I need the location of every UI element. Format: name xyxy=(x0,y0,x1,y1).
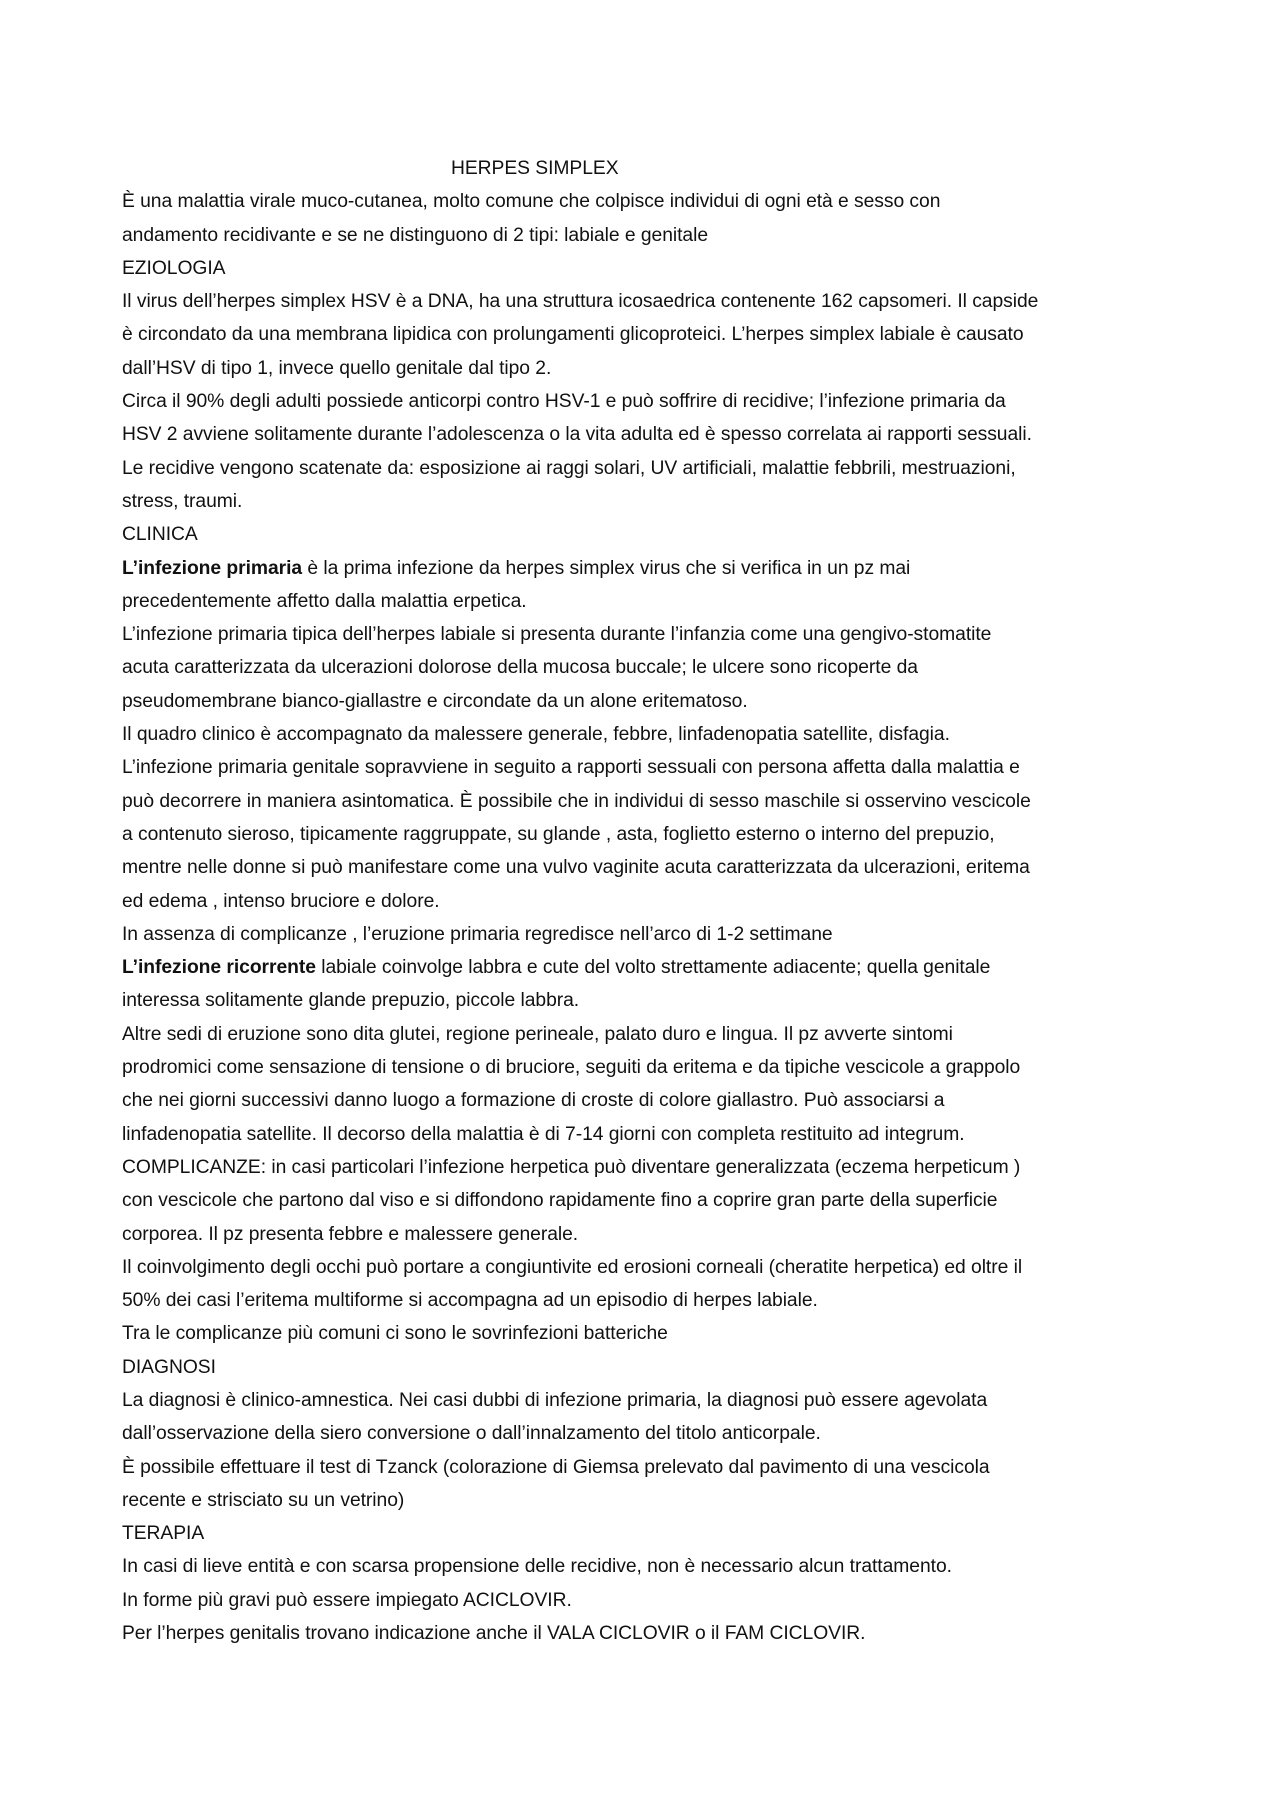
text-line: può decorrere in maniera asintomatica. È possibile che in individui di sesso maschile si osservino vescicole xyxy=(122,790,1031,812)
text-line: è circondato da una membrana lipidica con prolungamenti glicoproteici. L’herpes simplex labiale è causato xyxy=(122,324,1024,346)
text-line: a contenuto sieroso, tipicamente raggruppate, su glande , asta, foglietto esterno o interno del prepuzio, xyxy=(122,823,995,845)
document-title-text: HERPES SIMPLEX xyxy=(451,158,619,179)
recurrent-infection-term: L’infezione ricorrente xyxy=(122,957,316,979)
text-line: interessa solitamente glande prepuzio, piccole labbra. xyxy=(122,990,580,1012)
text-line: con vescicole che partono dal viso e si diffondono rapidamente fino a coprire gran parte della superficie xyxy=(122,1190,998,1212)
text-line: linfadenopatia satellite. Il decorso della malattia è di 7-14 giorni con completa restituito ad integrum. xyxy=(122,1123,965,1145)
section-heading-clinica: CLINICA xyxy=(122,524,198,546)
text-line: Tra le complicanze più comuni ci sono le sovrinfezioni batteriche xyxy=(122,1323,668,1345)
text-line: Circa il 90% degli adulti possiede anticorpi contro HSV-1 e può soffrire di recidive; l’infezione primaria da xyxy=(122,391,1006,413)
text-line: andamento recidivante e se ne distinguono di 2 tipi: labiale e genitale xyxy=(122,224,709,246)
text-line: mentre nelle donne si può manifestare come una vulvo vaginite acuta caratterizzata da ulcerazioni, eritema xyxy=(122,857,1030,879)
text-line: 50% dei casi l’eritema multiforme si accompagna ad un episodio di herpes labiale. xyxy=(122,1290,818,1312)
text-line: HSV 2 avviene solitamente durante l’adolescenza o la vita adulta ed è spesso correlata ai rapporti sessuali. xyxy=(122,424,1032,446)
document-page xyxy=(122,152,1172,1650)
text-line: Altre sedi di eruzione sono dita glutei, regione perineale, palato duro e lingua. Il pz avverte sintomi xyxy=(122,1023,953,1045)
primary-infection-line xyxy=(122,552,1172,585)
text-line: Il coinvolgimento degli occhi può portare a congiuntivite ed erosioni corneali (cheratite herpetica) ed oltre il xyxy=(122,1256,1023,1278)
text-line: ed edema , intenso bruciore e dolore. xyxy=(122,890,440,912)
text-line: acuta caratterizzata da ulcerazioni dolorose della mucosa buccale; le ulcere sono ricoperte da xyxy=(122,657,918,679)
text-line: In assenza di complicanze , l’eruzione primaria regredisce nell’arco di 1-2 settimane xyxy=(122,923,833,945)
primary-infection-term: L’infezione primaria xyxy=(122,557,303,579)
recurrent-infection-line xyxy=(122,951,1172,984)
text-line: dall’HSV di tipo 1, invece quello genitale dal tipo 2. xyxy=(122,357,552,379)
text-line: Per l’herpes genitalis trovano indicazione anche il VALA CICLOVIR o il FAM CICLOVIR. xyxy=(122,1623,866,1645)
section-heading-diagnosi: DIAGNOSI xyxy=(122,1356,216,1378)
text-line: corporea. Il pz presenta febbre e malessere generale. xyxy=(122,1223,579,1245)
text-line: L’infezione primaria tipica dell’herpes labiale si presenta durante l’infanzia come una gengivo-stomatite xyxy=(122,624,992,646)
text-line: recente e strisciato su un vetrino) xyxy=(122,1489,405,1511)
text-line: In forme più gravi può essere impiegato ACICLOVIR. xyxy=(122,1589,572,1611)
text-line: stress, traumi. xyxy=(122,490,243,512)
text-line: Le recidive vengono scatenate da: esposizione ai raggi solari, UV artificiali, malattie febbrili, mestruazioni, xyxy=(122,457,1016,479)
text-line: precedentemente affetto dalla malattia erpetica. xyxy=(122,590,527,612)
complicanze-line: COMPLICANZE: in casi particolari l’infezione herpetica può diventare generalizzata (eczema herpeticum ) xyxy=(122,1156,1021,1178)
text-line: In casi di lieve entità e con scarsa propensione delle recidive, non è necessario alcun trattamento. xyxy=(122,1556,952,1578)
text-line: È possibile effettuare il test di Tzanck (colorazione di Giemsa prelevato dal pavimento di una vescicola xyxy=(122,1456,990,1478)
text-line: È una malattia virale muco-cutanea, molto comune che colpisce individui di ogni età e sesso con xyxy=(122,191,941,213)
section-heading-eziologia: EZIOLOGIA xyxy=(122,257,226,279)
document-title xyxy=(122,152,1172,185)
text-line: Il virus dell’herpes simplex HSV è a DNA, ha una struttura icosaedrica contenente 162 capsomeri. Il capside xyxy=(122,291,1039,313)
text-line: La diagnosi è clinico-amnestica. Nei casi dubbi di infezione primaria, la diagnosi può essere agevolata xyxy=(122,1389,988,1411)
text-line: prodromici come sensazione di tensione o di bruciore, seguiti da eritema e da tipiche vescicole a grappolo xyxy=(122,1057,1021,1079)
text-line: dall’osservazione della siero conversione o dall’innalzamento del titolo anticorpale. xyxy=(122,1423,821,1445)
text-line: Il quadro clinico è accompagnato da malessere generale, febbre, linfadenopatia satellite, disfagia. xyxy=(122,724,950,746)
text-line: L’infezione primaria genitale sopravviene in seguito a rapporti sessuali con persona affetta dalla malattia e xyxy=(122,757,1020,779)
section-heading-terapia: TERAPIA xyxy=(122,1523,205,1545)
recurrent-infection-text: labiale coinvolge labbra e cute del volto strettamente adiacente; quella genitale xyxy=(315,957,991,979)
text-line: pseudomembrane bianco-giallastre e circondate da un alone eritematoso. xyxy=(122,690,748,712)
primary-infection-text: è la prima infezione da herpes simplex virus che si verifica in un pz mai xyxy=(302,557,911,579)
text-line: che nei giorni successivi danno luogo a formazione di croste di colore giallastro. Può associarsi a xyxy=(122,1090,945,1112)
